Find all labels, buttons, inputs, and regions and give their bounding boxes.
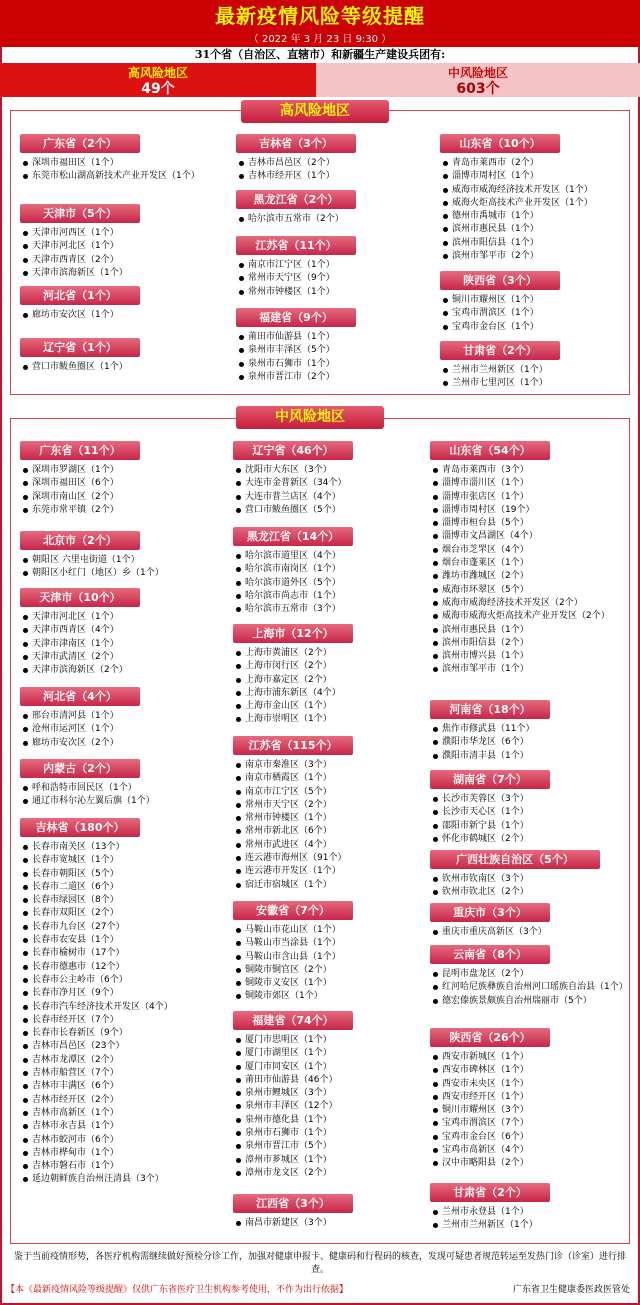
area-list (442, 157, 632, 263)
list-item: 淄博市张店区（1个） (432, 491, 632, 504)
province-header: 陕西省（3个） (440, 271, 560, 290)
list-item: 西安市碑林区（1个） (432, 1064, 632, 1077)
high-risk-total-count: 49个 (141, 81, 175, 97)
list-item: 漳州市芗城区（1个） (235, 1154, 430, 1167)
list-item: 哈尔滨市道里区（4个） (235, 550, 430, 563)
area-list (432, 464, 632, 677)
list-item: 泉州市石狮市（1个） (238, 358, 428, 371)
province-header: 黑龙江省（2个） (236, 190, 356, 209)
list-item: 连云港市海州区（91个） (235, 852, 430, 865)
list-item: 滨州市邹平市（2个） (442, 250, 632, 263)
list-item: 淄博市周村区（19个） (432, 504, 632, 517)
list-item: 上海市黄浦区（2个） (235, 647, 430, 660)
list-item: 昆明市盘龙区（2个） (432, 968, 632, 981)
list-item: 烟台市芝罘区（4个） (432, 544, 632, 557)
list-item: 威海市威海火炬高技术产业开发区（2个） (432, 610, 632, 623)
list-item: 邵阳市新宁县（1个） (432, 820, 632, 833)
province-header: 广东省（11个） (20, 441, 140, 460)
list-item: 马鞍山市含山县（1个） (235, 951, 430, 964)
list-item: 邢台市清河县（1个） (22, 710, 227, 723)
area-list (432, 873, 632, 900)
list-item: 连云港市开发区（1个） (235, 865, 430, 878)
list-item: 西安市经开区（1个） (432, 1091, 632, 1104)
province-header: 辽宁省（46个） (233, 441, 353, 460)
list-item: 天津市滨海新区（2个） (22, 664, 227, 677)
list-item: 长春市农安县（1个） (22, 934, 227, 947)
province-header: 吉林省（3个） (236, 134, 356, 153)
list-item: 宝鸡市渭滨区（1个） (442, 307, 632, 320)
list-item: 威海市威海经济技术开发区（1个） (442, 184, 632, 197)
list-item: 宝鸡市渭滨区（7个） (432, 1117, 632, 1130)
list-item: 天津市武清区（2个） (22, 651, 227, 664)
list-item: 厦门市湖里区（1个） (235, 1047, 430, 1060)
area-list (432, 1206, 632, 1233)
list-item: 深圳市福田区（6个） (22, 477, 227, 490)
list-item: 上海市嘉定区（2个） (235, 674, 430, 687)
list-item: 大连市金普新区（34个） (235, 477, 430, 490)
list-item: 常州市新北区（6个） (235, 825, 430, 838)
list-item: 长春市宽城区（1个） (22, 854, 227, 867)
list-item: 深圳市罗湖区（1个） (22, 464, 227, 477)
list-item: 钦州市钦北区（2个） (432, 886, 632, 899)
list-item: 吉林市龙潭区（2个） (22, 1054, 227, 1067)
list-item: 吉林市经开区（2个） (22, 1094, 227, 1107)
list-item: 长春市德惠市（12个） (22, 961, 227, 974)
area-list (22, 841, 227, 1187)
area-list (442, 364, 632, 391)
list-item: 吉林市永吉县（1个） (22, 1120, 227, 1133)
list-item: 哈尔滨市尚志市（1个） (235, 590, 430, 603)
province-header: 安徽省（7个） (233, 901, 353, 920)
province-header: 江苏省（115个） (233, 736, 353, 755)
list-item: 吉林市桦甸市（1个） (22, 1147, 227, 1160)
list-item: 南京市栖霞区（1个） (235, 772, 430, 785)
list-item: 长春市公主岭市（6个） (22, 974, 227, 987)
list-item: 马鞍山市当涂县（1个） (235, 937, 430, 950)
province-header: 山东省（54个） (430, 441, 550, 460)
list-item: 泉州市石狮市（1个） (235, 1127, 430, 1140)
area-list (22, 157, 222, 184)
area-list (22, 554, 227, 581)
footer-notice: 鉴于当前疫情形势，各医疗机构需继续做好预检分诊工作，加强对健康申报卡、健康码和行程码的核查，发现可疑患者规范转运至发热门诊（诊室）进行排查。 (13, 1252, 626, 1275)
list-item: 滨州市惠民县（1个） (442, 223, 632, 236)
area-list (22, 710, 227, 750)
footer-bar (6, 1282, 634, 1298)
province-header: 江苏省（11个） (236, 236, 356, 255)
list-item: 天津市河北区（1个） (22, 240, 222, 253)
area-list (432, 723, 632, 763)
list-item: 哈尔滨市道外区（5个） (235, 577, 430, 590)
list-item: 常州市天宁区（9个） (238, 272, 428, 285)
list-item: 宝鸡市金台区（1个） (442, 321, 632, 334)
list-item: 朝阳区 六里屯街道（1个） (22, 554, 227, 567)
list-item: 吉林市昌邑区（23个） (22, 1040, 227, 1053)
list-item: 西安市新城区（1个） (432, 1051, 632, 1064)
list-item: 常州市武进区（4个） (235, 839, 430, 852)
area-list (235, 647, 430, 727)
list-item: 滨州市阳信县（2个） (432, 637, 632, 650)
list-item: 德州市禹城市（1个） (442, 210, 632, 223)
province-header: 甘肃省（2个） (440, 341, 560, 360)
list-item: 天津市西青区（2个） (22, 254, 222, 267)
area-list (238, 213, 428, 226)
list-item: 威海火炬高技术产业开发区（1个） (442, 197, 632, 210)
province-header: 河南省（18个） (430, 700, 550, 719)
list-item: 焦作市修武县（11个） (432, 723, 632, 736)
high-risk-total-label: 高风险地区 (127, 66, 188, 80)
province-header: 江西省（3个） (233, 1194, 353, 1213)
province-header: 天津市（5个） (20, 204, 140, 223)
province-header: 河北省（4个） (20, 687, 140, 706)
province-header: 内蒙古（2个） (20, 759, 140, 778)
list-item: 怀化市鹤城区（2个） (432, 833, 632, 846)
province-header: 广西壮族自治区（5个） (430, 850, 600, 869)
list-item: 上海市崇明区（1个） (235, 713, 430, 726)
list-item: 汉中市略阳县（2个） (432, 1157, 632, 1170)
province-header: 广东省（2个） (20, 134, 140, 153)
area-list (432, 968, 632, 1008)
list-item: 长春市长春新区（9个） (22, 1027, 227, 1040)
list-item: 威海市环翠区（5个） (432, 584, 632, 597)
list-item: 漳州市龙文区（2个） (235, 1167, 430, 1180)
list-item: 钦州市钦南区（3个） (432, 873, 632, 886)
province-header: 吉林省（180个） (20, 818, 140, 837)
list-item: 延边朝鲜族自治州汪清县（3个） (22, 1173, 227, 1186)
area-list (22, 309, 222, 322)
area-list (432, 926, 632, 939)
page-title: 最新疫情风险等级提醒 (0, 0, 640, 34)
list-item: 长春市经开区（7个） (22, 1014, 227, 1027)
list-item: 吉林市高新区（1个） (22, 1107, 227, 1120)
list-item: 廊坊市安次区（1个） (22, 309, 222, 322)
list-item: 潍坊市潍城区（2个） (432, 570, 632, 583)
province-header: 河北省（1个） (20, 286, 140, 305)
area-list (432, 1051, 632, 1171)
list-item: 滨州市惠民县（1个） (432, 624, 632, 637)
mid-risk-banner: 中风险地区 (236, 406, 384, 429)
list-item: 泉州市丰泽区（5个） (238, 344, 428, 357)
list-item: 朝阳区小红门（地区）乡（1个） (22, 567, 227, 580)
list-item: 濮阳市华龙区（6个） (432, 736, 632, 749)
province-header: 山东省（10个） (440, 134, 560, 153)
list-item: 烟台市蓬莱区（1个） (432, 557, 632, 570)
list-item: 厦门市同安区（1个） (235, 1061, 430, 1074)
list-item: 威海市威海经济技术开发区（2个） (432, 597, 632, 610)
list-item: 泉州市晋江市（5个） (235, 1140, 430, 1153)
list-item: 宝鸡市金台区（6个） (432, 1131, 632, 1144)
area-list (22, 227, 222, 280)
list-item: 淄博市桓台县（5个） (432, 517, 632, 530)
footer-disclaimer: 【本《最新疫情风险等级提醒》仅供广东省医疗卫生机构参考使用，不作为出行依据】 (6, 1285, 349, 1295)
list-item: 德宏傣族景颇族自治州瑞丽市（5个） (432, 995, 632, 1008)
list-item: 兰州市兰州新区（1个） (432, 1219, 632, 1232)
list-item: 吉林市蛟河市（6个） (22, 1134, 227, 1147)
list-item: 长春市榆树市（17个） (22, 947, 227, 960)
province-header: 辽宁省（1个） (20, 338, 140, 357)
list-item: 兰州市兰州新区（1个） (442, 364, 632, 377)
area-list (238, 259, 428, 299)
list-item: 常州市天宁区（2个） (235, 799, 430, 812)
list-item: 东莞市常平镇（2个） (22, 504, 227, 517)
list-item: 沈阳市大东区（3个） (235, 464, 430, 477)
list-item: 厦门市思明区（1个） (235, 1034, 430, 1047)
list-item: 哈尔滨市南岗区（1个） (235, 563, 430, 576)
list-item: 滨州市邹平市（1个） (432, 663, 632, 676)
report-date: （ 2022 年 3 月 23 日 9:30 ） (0, 34, 640, 47)
list-item: 东莞市松山湖高新技术产业开发区（1个） (22, 170, 222, 183)
province-header: 甘肃省（2个） (430, 1183, 550, 1202)
list-item: 泉州市鲤城区（3个） (235, 1087, 430, 1100)
list-item: 常州市钟楼区（1个） (238, 286, 428, 299)
list-item: 天津市河北区（1个） (22, 611, 227, 624)
list-item: 莆田市仙游县（1个） (238, 331, 428, 344)
list-item: 重庆市重庆高新区（3个） (432, 926, 632, 939)
area-list (235, 759, 430, 892)
list-item: 天津市河西区（1个） (22, 227, 222, 240)
list-item: 滨州市博兴县（1个） (432, 650, 632, 663)
mid-risk-total-label: 中风险地区 (447, 66, 508, 80)
list-item: 长春市绿园区（8个） (22, 894, 227, 907)
list-item: 长春市九台区（27个） (22, 921, 227, 934)
list-item: 营口市鲅鱼圈区（1个） (22, 361, 222, 374)
list-item: 淄博市文昌湖区（4个） (432, 530, 632, 543)
list-item: 南京市秦淮区（3个） (235, 759, 430, 772)
list-item: 哈尔滨市五常市（2个） (238, 213, 428, 226)
list-item: 宿迁市宿城区（1个） (235, 879, 430, 892)
list-item: 青岛市莱西市（3个） (432, 464, 632, 477)
mid-risk-total (316, 63, 640, 97)
list-item: 铜川市耀州区（1个） (442, 294, 632, 307)
list-item: 哈尔滨市五常市（3个） (235, 603, 430, 616)
list-item: 上海市浦东新区（4个） (235, 687, 430, 700)
list-item: 长春市双阳区（2个） (22, 907, 227, 920)
province-header: 福建省（9个） (236, 308, 356, 327)
area-list (22, 611, 227, 677)
list-item: 铜陵市铜官区（2个） (235, 964, 430, 977)
list-item: 淄博市淄川区（1个） (432, 477, 632, 490)
list-item: 兰州市永登县（1个） (432, 1206, 632, 1219)
list-item: 吉林市经开区（1个） (238, 170, 428, 183)
list-item: 濮阳市清丰县（1个） (432, 750, 632, 763)
area-list (432, 793, 632, 846)
list-item: 兰州市七里河区（1个） (442, 377, 632, 390)
list-item: 天津市津南区（1个） (22, 638, 227, 651)
list-item: 沧州市运河区（1个） (22, 723, 227, 736)
list-item: 吉林市丰满区（6个） (22, 1080, 227, 1093)
province-header: 云南省（8个） (430, 945, 550, 964)
list-item: 吉林市船营区（7个） (22, 1067, 227, 1080)
list-item: 泉州市晋江市（2个） (238, 371, 428, 384)
high-risk-banner: 高风险地区 (241, 100, 389, 123)
area-list (235, 1217, 430, 1230)
list-item: 莆田市仙游县（46个） (235, 1074, 430, 1087)
list-item: 红河哈尼族彝族自治州河口瑶族自治县（1个） (432, 981, 632, 994)
list-item: 深圳市南山区（2个） (22, 491, 227, 504)
area-list (22, 464, 227, 517)
area-list (22, 782, 227, 809)
list-item: 深圳市福田区（1个） (22, 157, 222, 170)
list-item: 天津市西青区（4个） (22, 624, 227, 637)
area-list (238, 331, 428, 384)
list-item: 长春市净月区（9个） (22, 987, 227, 1000)
list-item: 长春市朝阳区（5个） (22, 868, 227, 881)
area-list (235, 1034, 430, 1180)
list-item: 铜陵市义安区（1个） (235, 977, 430, 990)
list-item: 营口市鲅鱼圈区（5个） (235, 504, 430, 517)
province-header: 湖南省（7个） (430, 770, 550, 789)
province-header: 重庆市（3个） (430, 903, 550, 922)
list-item: 西安市未央区（1个） (432, 1078, 632, 1091)
list-item: 大连市普兰店区（4个） (235, 491, 430, 504)
area-list (238, 157, 428, 184)
list-item: 宝鸡市高新区（4个） (432, 1144, 632, 1157)
list-item: 泉州市丰泽区（12个） (235, 1100, 430, 1113)
list-item: 青岛市莱西市（2个） (442, 157, 632, 170)
list-item: 滨州市阳信县（1个） (442, 237, 632, 250)
list-item: 上海市金山区（1个） (235, 700, 430, 713)
area-list (235, 464, 430, 517)
list-item: 淄博市周村区（1个） (442, 170, 632, 183)
mid-risk-total-count: 603个 (456, 81, 500, 97)
province-header: 黑龙江省（14个） (233, 527, 353, 546)
list-item: 马鞍山市花山区（1个） (235, 924, 430, 937)
footer-org: 广东省卫生健康委医政医管处 (512, 1285, 630, 1295)
list-item: 吉林市昌邑区（2个） (238, 157, 428, 170)
list-item: 南京市江宁区（5个） (235, 786, 430, 799)
list-item: 泉州市德化县（1个） (235, 1114, 430, 1127)
list-item: 长春市南关区（13个） (22, 841, 227, 854)
list-item: 南京市江宁区（1个） (238, 259, 428, 272)
province-header: 陕西省（26个） (430, 1028, 550, 1047)
summary-text: 31个省（自治区、直辖市）和新疆生产建设兵团有: (194, 48, 446, 61)
list-item: 长沙市芙蓉区（3个） (432, 793, 632, 806)
list-item: 通辽市科尔沁左翼后旗（1个） (22, 795, 227, 808)
province-header: 北京市（2个） (20, 531, 140, 550)
area-list (235, 924, 430, 1004)
list-item: 上海市闵行区（2个） (235, 660, 430, 673)
area-list (442, 294, 632, 334)
list-item: 长沙市天心区（1个） (432, 806, 632, 819)
list-item: 长春市二道区（6个） (22, 881, 227, 894)
list-item: 铜川市耀州区（3个） (432, 1104, 632, 1117)
list-item: 天津市滨海新区（1个） (22, 267, 222, 280)
province-header: 天津市（10个） (20, 588, 140, 607)
list-item: 常州市钟楼区（1个） (235, 812, 430, 825)
list-item: 长春市汽车经济技术开发区（4个） (22, 1001, 227, 1014)
province-header: 福建省（74个） (233, 1011, 353, 1030)
high-risk-total (0, 63, 316, 97)
list-item: 南昌市新建区（3个） (235, 1217, 430, 1230)
list-item: 铜陵市郊区（1个） (235, 990, 430, 1003)
province-header: 上海市（12个） (233, 624, 353, 643)
area-list (22, 361, 222, 374)
area-list (235, 550, 430, 616)
list-item: 廊坊市安次区（2个） (22, 737, 227, 750)
list-item: 呼和浩特市回民区（1个） (22, 782, 227, 795)
list-item: 吉林市磐石市（1个） (22, 1160, 227, 1173)
